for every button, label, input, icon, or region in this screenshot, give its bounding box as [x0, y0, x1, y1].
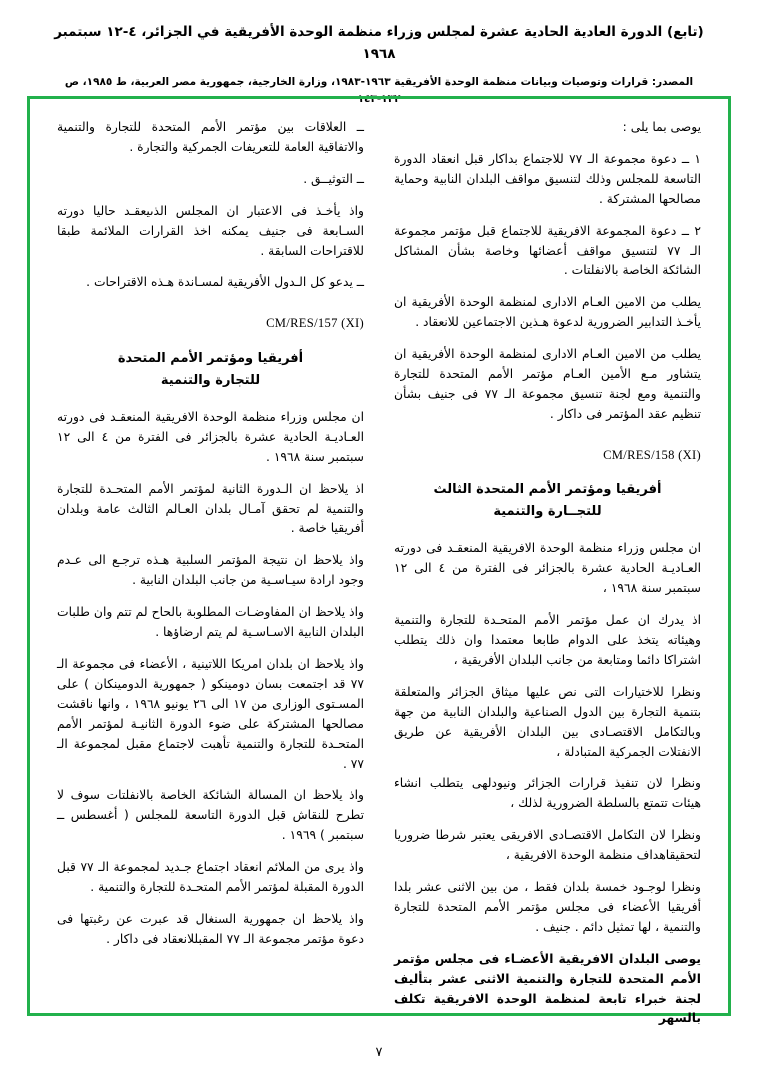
left-res-paragraph-4: واذ يلاحظ ان نتيجة المؤتمر السلبية هـذه ترجـع الى عـدم وجود ارادة سيـاسـية من جانب البلدان النابية . — [57, 553, 364, 588]
left-paragraph-1: واذ يأخـذ فى الاعتبار ان المجلس الذىيعقـد حاليا دورته السـابعة فى جنيف يمكنه اخذ القرارات الملائمة طبقا للاقتراحات السابقة . — [57, 203, 364, 258]
resolution-id-157: CM/RES/157 (XI) — [266, 316, 364, 331]
left-res-paragraph-3: اذ يلاحظ ان الـدورة الثانية لمؤتمر الأمم المتحـدة للتجارة والتنمية لم تحقق آمـال بلدان العـالم الثالث عامة وبلدان أفريقيا خاصة . — [57, 481, 364, 536]
right-res-paragraph-6: ونظرا لوجـود خمسة بلدان فقط ، من بين الاثنى عشر بلدا أفريقيا الأعضاء فى مجلس مؤتمر الأمم المتحدة للتجارة والتنمية ، لها تمثيل دائم . جنيف . — [394, 880, 701, 934]
resolution-title-158-line1: أفريقيا ومؤتمر الأمم المتحدة الثالث — [433, 482, 662, 498]
resolution-title-157-line1: أفريقيا ومؤتمر الأمم المتحدة — [117, 350, 304, 366]
left-res-paragraph-6: واذ يلاحظ ان بلدان امريكا اللاتينية ، الأعضاء فى مجموعة الـ ٧٧ قد اجتمعت بسان دومينكو ( جمهورية الدومينكان ) على المسـتوى الوزارى من ١٧ الى ٢٦ يونيو ١٩٦٨ ، وانها ناقشت مصالحها المشتركة على ضوء الدورة الثانيـة لمؤتمر الأمم المتحـدة للتجارة والتنمية تأهبت لاجتماع مقبل لمجموعة الـ ٧٧ . — [57, 656, 364, 771]
right-paragraph-4: يطلب من الامين العـام الادارى لمنظمة الوحدة الأفريقية ان يتشاور مـع الأمين العـام مؤتمر الأمم المتحدة للتجارة والتنمية ومع لجنة تنسيق مجموعة الـ ٧٧ فى جنيف بشأن تنظيم عقد المؤتمر فى داكار . — [394, 347, 701, 421]
resolution-title-157-line2: للتجارة والتنمية — [160, 372, 261, 388]
page-number: ٧ — [375, 1044, 383, 1059]
recommend-heading: يوصى بما يلى : — [622, 120, 701, 134]
page-title: (تابع) الدورة العادية الحادية عشرة لمجلس وزراء منظمة الوحدة الأفريقية في الجزائر، ٤-١٢ سبتمبر ١٩٦٨ — [54, 24, 704, 62]
resolution-title-158 — [394, 479, 701, 523]
left-dash-item-2: ــ التوثيــق . — [303, 171, 364, 186]
right-paragraph-3: يطلب من الامين العـام الادارى لمنظمة الوحدة الأفريقية ان يأخـذ التدابير الضرورية لدعوة هـذين الاجتماعين للانعقاد . — [394, 295, 701, 330]
two-column-body — [35, 104, 723, 1026]
left-dash-item-3: ــ يدعو كل الـدول الأفريقية لمسـاندة هـذه الاقتراحات . — [86, 275, 364, 290]
left-res-paragraph-9: واذ يلاحظ ان جمهورية السنغال قد عبرت عن رغبتها فى دعوة مؤتمر مجموعة الـ ٧٧ المقبللانعقاد فى داكار . — [57, 911, 364, 946]
column-left — [57, 118, 364, 998]
left-res-paragraph-2: ان مجلس وزراء منظمة الوحدة الافريقية المنعقـد فى دورته العـاديـة الحادية عشرة بالجزائر فى الفترة من ٤ الى ١٢ سبتمبر سنة ١٩٦٨ . — [57, 409, 364, 464]
right-res-paragraph-2: اذ يدرك ان عمل مؤتمر الأمم المتحـدة للتجارة والتنمية وهيئاته يتخذ على الدوام طابعا معتمدا وان ذلك يتطلب اشتراكا دائما ومتابعة من جانب البلدان الأفريقية ، — [394, 613, 701, 667]
left-dash-item-1: ــ العلاقات بين مؤتمر الأمم المتحدة للتجارة والتنمية والاتفاقية العامة للتعريفات الجمركية والتجارة . — [57, 120, 364, 154]
left-res-paragraph-8: واذ يرى من الملائم انعقاد اجتماع جـديد لمجموعة الـ ٧٧ قبل الدورة المقبلة لمؤتمر الأمم المتحـدة للتجارة والتنمية . — [57, 860, 364, 895]
resolution-title-157 — [57, 348, 364, 392]
resolution-id-158: CM/RES/158 (XI) — [603, 447, 701, 462]
right-res-paragraph-1: ان مجلس وزراء منظمة الوحدة الافريقية المنعقـد فى دورته العـاديـة الحادية عشرة بالجزائر فى الفترة من ٤ الى ١٢ سبتمبر سنة ١٩٦٨ ، — [394, 541, 701, 596]
right-res-paragraph-3: ونظرا للاختيارات التى نص عليها ميثاق الجزائر والمتعلقة بتنمية التجارة بين الدول الصناعية والبلدان النابية من جهة وبالتكامل الاقتصـادى بين البلدان الأفريقية عن طريق الانفتلات الجمركية المتبادلة ، — [394, 684, 701, 759]
resolution-title-158-line2: للتجــارة والتنمية — [493, 504, 602, 520]
left-res-paragraph-5: واذ يلاحظ ان المفاوضـات المطلوبة بالحاح لم تتم وان طلبات البلدان النابية الاسـاسـية لم يتم ارضاؤها . — [57, 605, 364, 640]
recommend-item-1: ١ ــ دعوة مجموعة الـ ٧٧ للاجتماع بداكار قبل انعقاد الدورة التاسعة للمجلس وذلك لتنسيق مواقف البلدان النابية وحماية مصالحها المشتركة . — [394, 151, 701, 206]
right-res-paragraph-7: يوصى البلدان الافريقية الأعضـاء فى مجلس مؤتمر الأمم المتحدة للتجارة والتنمية الاثنى عشر بتأليف لجنة خبراء تابعة لمنظمة الوحدة الافريقية تكلف بالسهر — [394, 951, 701, 1026]
column-right — [394, 118, 701, 1026]
page-source-line: المصدر: قرارات وتوصيات وبيانات منظمة الوحدة الأفريقية ١٩٦٣-١٩٨٣، وزارة الخارجية، جمهورية مصر العربية، ط ١٩٨٥، ص ١٣٢-١٤٣ — [64, 76, 694, 105]
right-res-paragraph-5: ونظرا لان التكامل الاقتصـادى الافريقى يعتبر شرطا ضروريا لتحقيقاهداف منظمة الوحدة الافريقية ، — [394, 828, 701, 863]
recommend-item-2: ٢ ــ دعوة المجموعة الافريقية للاجتماع قبل مؤتمر مجموعة الـ ٧٧ لتنسيق مواقف أعضائها وخاصة بشأن المشاكل الشائكة الخاصة بالانفلتات . — [394, 223, 701, 278]
left-res-paragraph-7: واذ يلاحظ ان المسالة الشائكة الخاصة بالانفلتات سوف لا تطرح للنقاش قبل الدورة التاسعة للمجلس ( أغسطس ــ سبتمبر ) ١٩٦٩ . — [57, 788, 364, 843]
page-header — [0, 0, 758, 108]
right-res-paragraph-4: ونظرا لان تنفيذ قرارات الجزائر ونيودلهى يتطلب انشاء هيئات تتمتع بالسلطة الضرورية لذلك ، — [394, 776, 701, 811]
